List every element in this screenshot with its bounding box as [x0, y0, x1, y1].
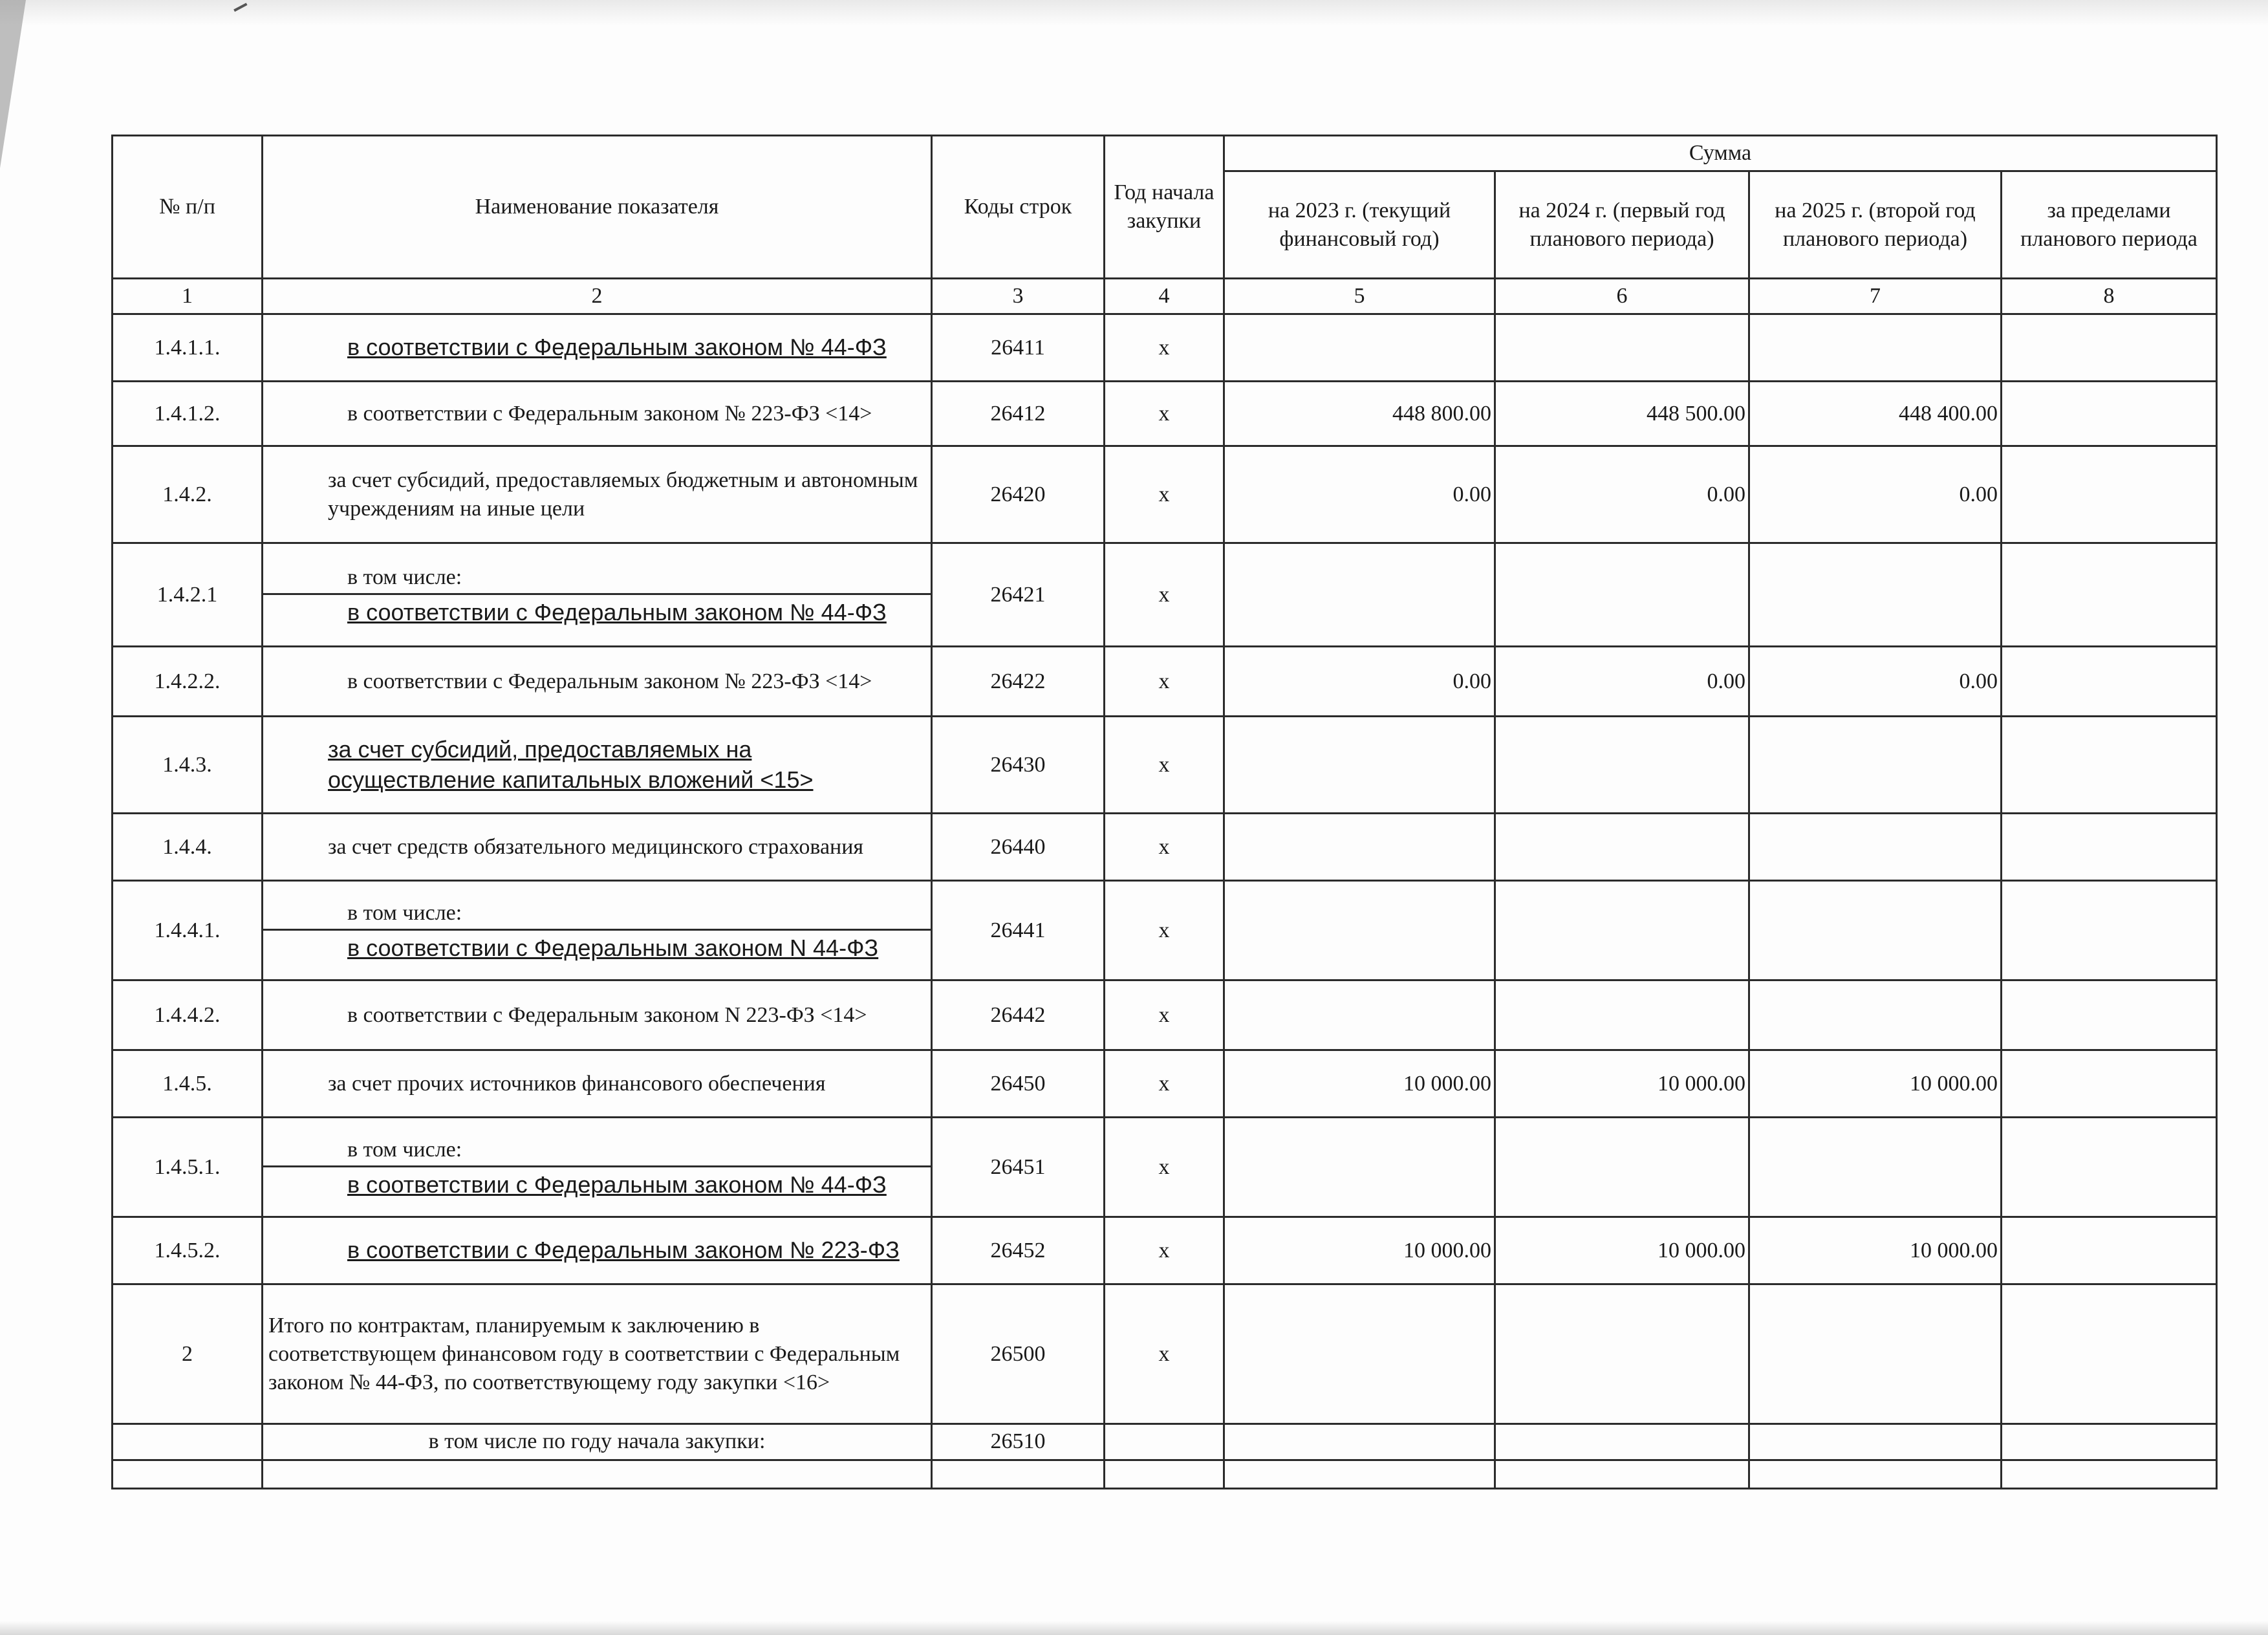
row-value-2023 — [1224, 1118, 1495, 1217]
row-name: в соответствии с Федеральным законом № 44-ФЗ — [347, 1171, 887, 1198]
table-row — [113, 881, 2217, 980]
row-code: 26421 — [932, 543, 1105, 647]
row-value-beyond — [2002, 1424, 2217, 1460]
row-number: 1.4.5.2. — [113, 1217, 263, 1284]
table-row — [113, 1050, 2217, 1118]
row-value-beyond — [2002, 980, 2217, 1050]
row-name: за счет субсидий, предоставляемых на осуществление капитальных вложений <15> — [263, 717, 932, 814]
row-value-2025 — [1749, 1284, 2002, 1424]
row-code — [932, 1460, 1105, 1488]
row-year: x — [1105, 647, 1224, 717]
row-value-2025 — [1749, 1460, 2002, 1488]
row-value-2025 — [1749, 980, 2002, 1050]
row-value-beyond — [2002, 814, 2217, 881]
row-value-2023 — [1224, 543, 1495, 647]
header-no: № п/п — [113, 136, 263, 279]
row-value-beyond — [2002, 314, 2217, 382]
col-number: 7 — [1749, 279, 2002, 314]
header-2023: на 2023 г. (текущий финансовый год) — [1224, 171, 1495, 279]
row-code: 26510 — [932, 1424, 1105, 1460]
col-number: 1 — [113, 279, 263, 314]
col-number: 6 — [1495, 279, 1749, 314]
row-value-2023 — [1224, 814, 1495, 881]
row-value-2024: 10 000.00 — [1495, 1217, 1749, 1284]
col-number: 2 — [263, 279, 932, 314]
row-name: в том числе по году начала закупки: — [263, 1424, 932, 1460]
scan-edge-top — [0, 0, 2268, 26]
row-value-2024 — [1495, 881, 1749, 980]
table-row — [113, 1424, 2217, 1460]
row-number: 1.4.4.2. — [113, 980, 263, 1050]
row-value-2025 — [1749, 814, 2002, 881]
row-code: 26500 — [932, 1284, 1105, 1424]
row-number: 1.4.5.1. — [113, 1118, 263, 1217]
col-number: 3 — [932, 279, 1105, 314]
row-number — [113, 1460, 263, 1488]
row-value-2023: 0.00 — [1224, 446, 1495, 543]
row-value-2025: 448 400.00 — [1749, 382, 2002, 446]
row-name: за счет средств обязательного медицинского страхования — [263, 814, 932, 881]
row-value-2023: 448 800.00 — [1224, 382, 1495, 446]
row-value-2025 — [1749, 543, 2002, 647]
row-name: в соответствии с Федеральным законом N 223-ФЗ <14> — [263, 980, 932, 1050]
row-value-2024 — [1495, 1424, 1749, 1460]
row-value-beyond — [2002, 446, 2217, 543]
row-value-2024 — [1495, 314, 1749, 382]
row-year: x — [1105, 980, 1224, 1050]
row-value-2024 — [1495, 814, 1749, 881]
row-value-2024 — [1495, 1460, 1749, 1488]
row-number: 1.4.1.1. — [113, 314, 263, 382]
row-name: за счет прочих источников финансового обеспечения — [263, 1050, 932, 1118]
table-row — [113, 1460, 2217, 1488]
row-code: 26450 — [932, 1050, 1105, 1118]
header-2024: на 2024 г. (первый год планового периода) — [1495, 171, 1749, 279]
row-year: x — [1105, 1118, 1224, 1217]
table-row — [113, 647, 2217, 717]
row-year: x — [1105, 1217, 1224, 1284]
row-value-2023 — [1224, 881, 1495, 980]
row-value-2023 — [1224, 1424, 1495, 1460]
table-row — [113, 814, 2217, 881]
row-value-2024: 0.00 — [1495, 446, 1749, 543]
row-name: в соответствии с Федеральным законом № 223-ФЗ <14> — [263, 382, 932, 446]
table-row — [113, 980, 2217, 1050]
header-year: Год начала закупки — [1105, 136, 1224, 279]
row-number: 1.4.4. — [113, 814, 263, 881]
row-code: 26412 — [932, 382, 1105, 446]
row-code: 26411 — [932, 314, 1105, 382]
row-value-2023: 0.00 — [1224, 647, 1495, 717]
row-value-2024 — [1495, 1284, 1749, 1424]
row-value-2023 — [1224, 1460, 1495, 1488]
row-number: 1.4.5. — [113, 1050, 263, 1118]
row-code: 26422 — [932, 647, 1105, 717]
row-value-beyond — [2002, 1050, 2217, 1118]
row-number: 1.4.2.2. — [113, 647, 263, 717]
row-code: 26420 — [932, 446, 1105, 543]
row-value-beyond — [2002, 1284, 2217, 1424]
row-year: x — [1105, 382, 1224, 446]
row-value-2025: 10 000.00 — [1749, 1050, 2002, 1118]
row-value-beyond — [2002, 881, 2217, 980]
row-value-2024 — [1495, 717, 1749, 814]
row-name: Итого по контрактам, планируемым к заключению в соответствующем финансовом году в соответствии с Федеральным законом № 44-ФЗ, по соответствующему году закупки <16> — [263, 1284, 932, 1424]
row-value-2024: 10 000.00 — [1495, 1050, 1749, 1118]
row-number — [113, 1424, 263, 1460]
row-year: x — [1105, 543, 1224, 647]
row-code: 26441 — [932, 881, 1105, 980]
col-number: 8 — [2002, 279, 2217, 314]
row-value-beyond — [2002, 1460, 2217, 1488]
row-code: 26452 — [932, 1217, 1105, 1284]
row-number: 1.4.4.1. — [113, 881, 263, 980]
row-value-2025 — [1749, 314, 2002, 382]
row-value-beyond — [2002, 1217, 2217, 1284]
row-subheading: в том числе: — [263, 561, 931, 595]
table-row — [113, 1118, 2217, 1217]
row-value-2024: 448 500.00 — [1495, 382, 1749, 446]
table-row — [113, 1284, 2217, 1424]
row-name: за счет субсидий, предоставляемых бюджетным и автономным учреждениям на иные цели — [263, 446, 932, 543]
row-name-cell — [263, 543, 932, 647]
row-year: x — [1105, 446, 1224, 543]
row-value-beyond — [2002, 543, 2217, 647]
row-value-2025 — [1749, 1118, 2002, 1217]
row-year: x — [1105, 1284, 1224, 1424]
header-sum: Сумма — [1224, 136, 2217, 171]
row-value-2025 — [1749, 1424, 2002, 1460]
row-value-beyond — [2002, 1118, 2217, 1217]
row-code: 26430 — [932, 717, 1105, 814]
row-value-2023: 10 000.00 — [1224, 1217, 1495, 1284]
row-name — [263, 1460, 932, 1488]
row-year — [1105, 1460, 1224, 1488]
header-name: Наименование показателя — [263, 136, 932, 279]
row-value-2025: 0.00 — [1749, 446, 2002, 543]
row-name-cell — [263, 1118, 932, 1217]
table-row — [113, 314, 2217, 382]
row-year: x — [1105, 717, 1224, 814]
table-row — [113, 446, 2217, 543]
row-name: в соответствии с Федеральным законом № 44-ФЗ — [347, 599, 887, 626]
header-codes: Коды строк — [932, 136, 1105, 279]
row-value-2023 — [1224, 1284, 1495, 1424]
row-value-2024 — [1495, 1118, 1749, 1217]
row-value-2023 — [1224, 717, 1495, 814]
row-code: 26440 — [932, 814, 1105, 881]
row-value-2024 — [1495, 543, 1749, 647]
row-value-beyond — [2002, 382, 2217, 446]
table-row — [113, 543, 2217, 647]
row-year: x — [1105, 314, 1224, 382]
row-value-2024 — [1495, 980, 1749, 1050]
scan-edge-bottom — [0, 1621, 2268, 1635]
row-value-beyond — [2002, 717, 2217, 814]
row-name: в соответствии с Федеральным законом N 44-ФЗ — [347, 935, 879, 962]
row-number: 2 — [113, 1284, 263, 1424]
col-number: 4 — [1105, 279, 1224, 314]
row-code: 26442 — [932, 980, 1105, 1050]
row-subheading: в том числе: — [263, 896, 931, 931]
row-name: в соответствии с Федеральным законом № 223-ФЗ — [263, 1217, 932, 1284]
table-header — [113, 136, 2217, 314]
row-name: в соответствии с Федеральным законом № 223-ФЗ <14> — [263, 647, 932, 717]
scan-corner-shadow — [0, 0, 26, 168]
table-body — [113, 314, 2217, 1488]
row-value-2023 — [1224, 980, 1495, 1050]
table-row — [113, 717, 2217, 814]
header-2025: на 2025 г. (второй год планового периода) — [1749, 171, 2002, 279]
row-value-2024: 0.00 — [1495, 647, 1749, 717]
row-value-2023: 10 000.00 — [1224, 1050, 1495, 1118]
row-year — [1105, 1424, 1224, 1460]
row-year: x — [1105, 814, 1224, 881]
table-row — [113, 382, 2217, 446]
header-beyond: за пределами планового периода — [2002, 171, 2217, 279]
row-number: 1.4.1.2. — [113, 382, 263, 446]
row-number: 1.4.2.1 — [113, 543, 263, 647]
row-value-2025: 0.00 — [1749, 647, 2002, 717]
row-value-2023 — [1224, 314, 1495, 382]
row-value-2025 — [1749, 881, 2002, 980]
table-row — [113, 1217, 2217, 1284]
procurement-table — [111, 135, 2218, 1489]
row-year: x — [1105, 881, 1224, 980]
row-name: в соответствии с Федеральным законом № 44-ФЗ — [263, 314, 932, 382]
row-year: x — [1105, 1050, 1224, 1118]
row-value-2025 — [1749, 717, 2002, 814]
row-name-cell — [263, 881, 932, 980]
row-code: 26451 — [932, 1118, 1105, 1217]
row-subheading: в том числе: — [263, 1133, 931, 1167]
column-numbers-row — [113, 279, 2217, 314]
row-number: 1.4.3. — [113, 717, 263, 814]
row-number: 1.4.2. — [113, 446, 263, 543]
col-number: 5 — [1224, 279, 1495, 314]
row-value-beyond — [2002, 647, 2217, 717]
row-value-2025: 10 000.00 — [1749, 1217, 2002, 1284]
